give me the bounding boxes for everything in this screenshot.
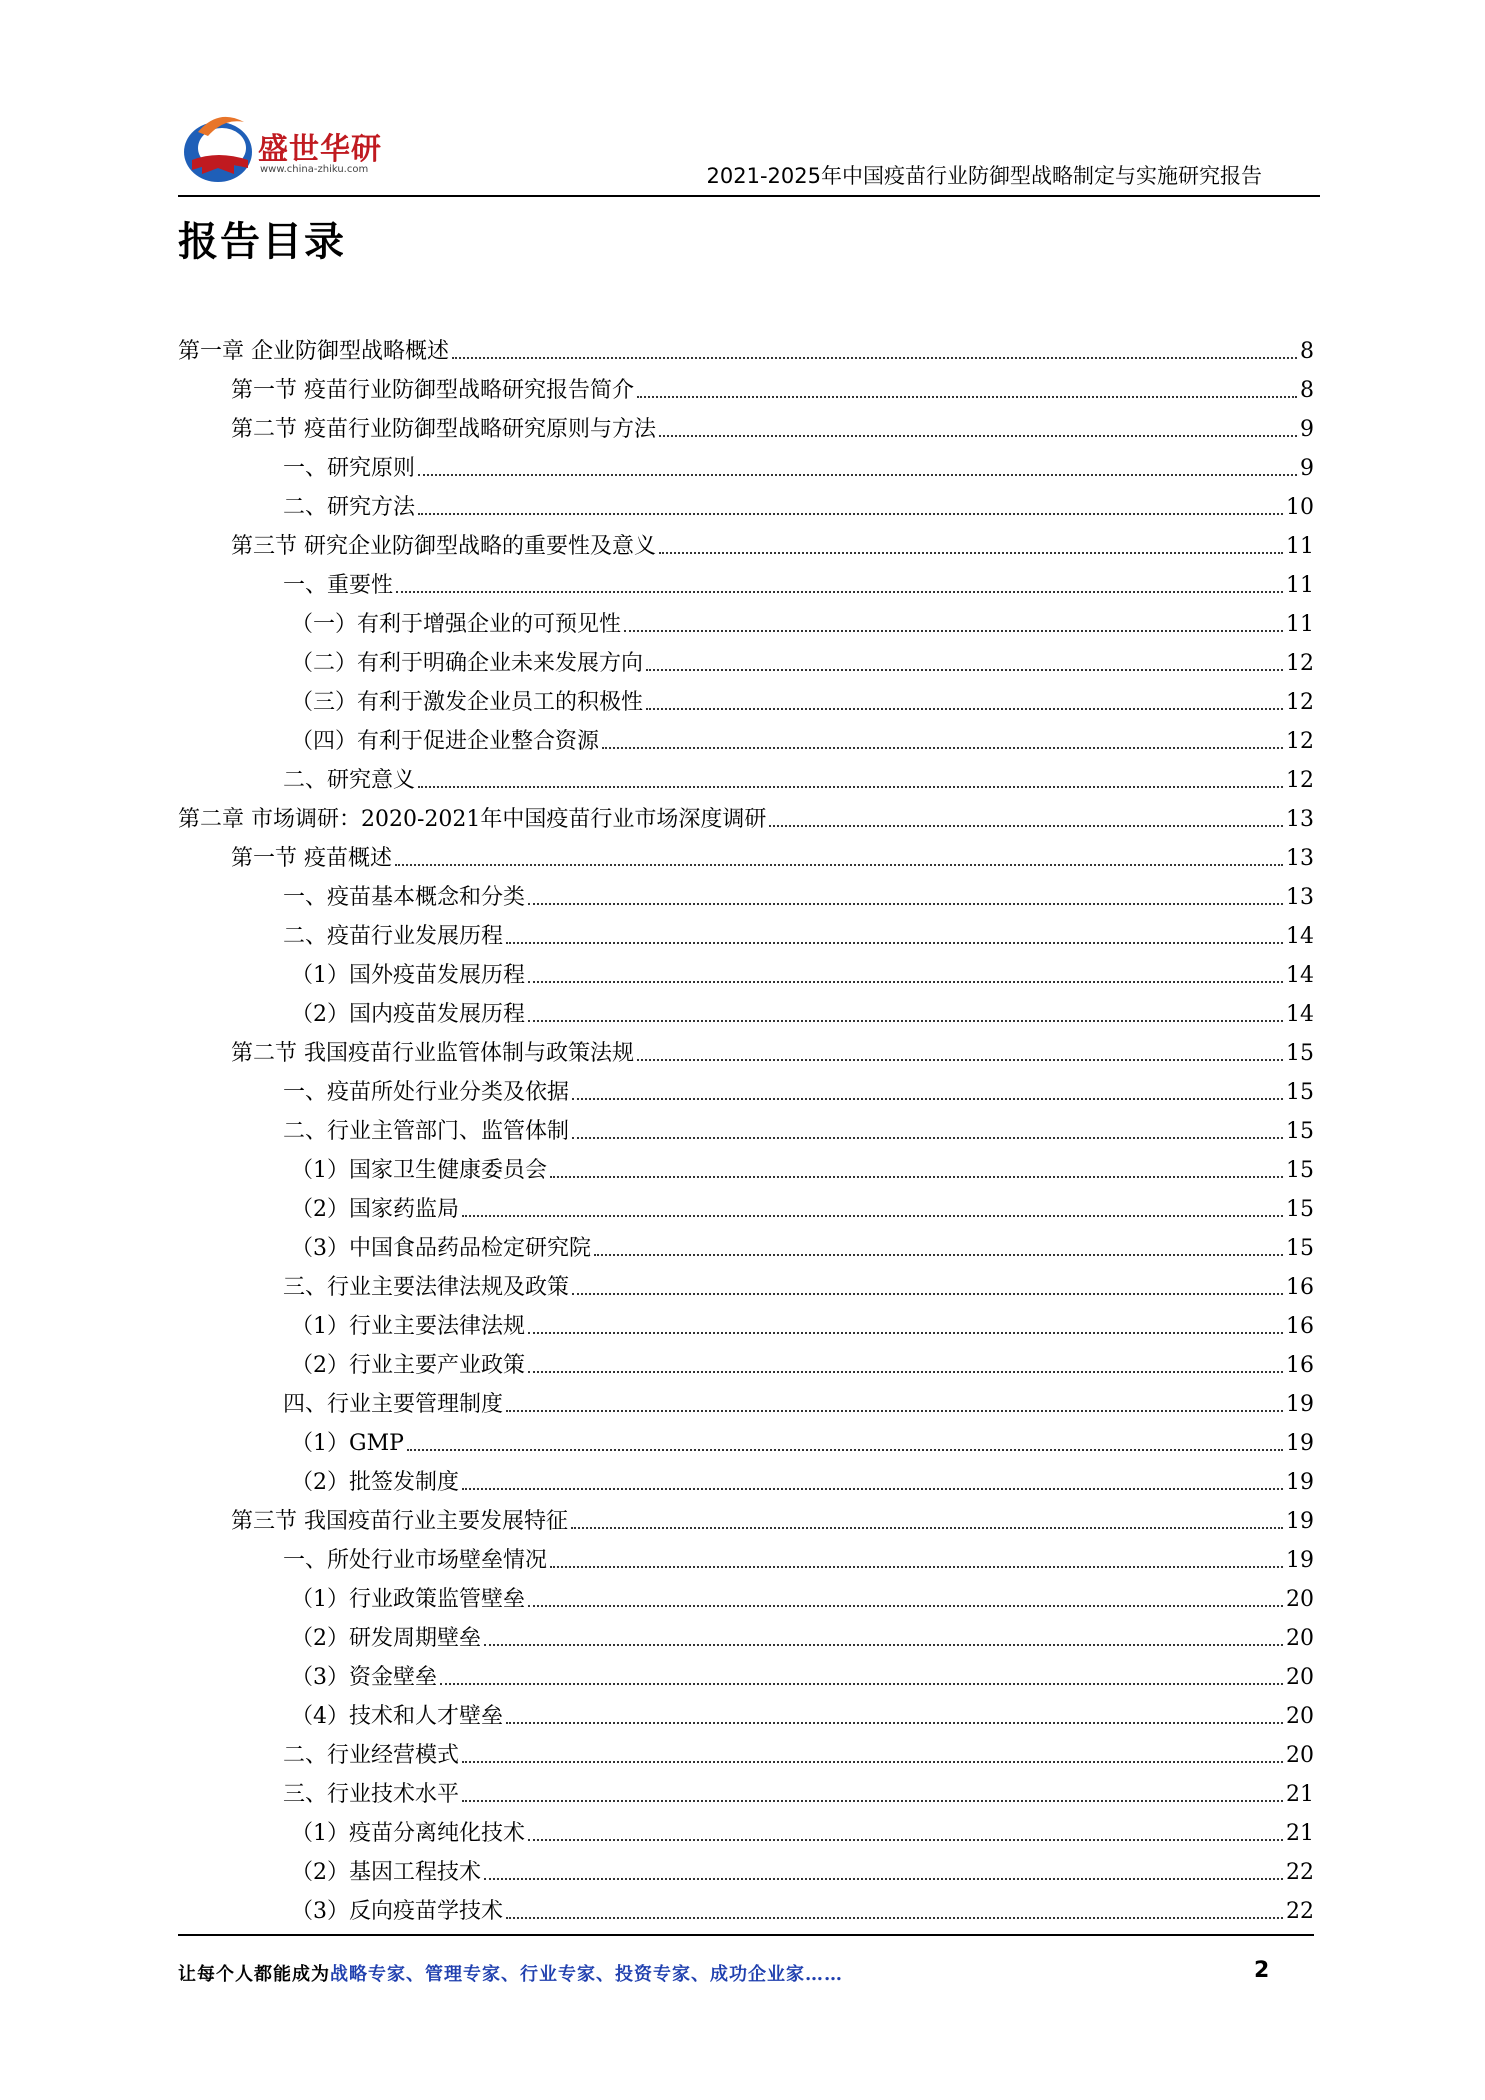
toc-entry[interactable] [178, 1535, 1314, 1574]
toc-entry-page: 15 [1286, 1236, 1314, 1261]
toc-dot-leader [646, 669, 1283, 671]
toc-entry-page: 19 [1286, 1470, 1314, 1495]
toc-entry-label: 第三节 我国疫苗行业主要发展特征 [231, 1509, 568, 1534]
toc-entry-label: （3）中国食品药品检定研究院 [291, 1236, 591, 1261]
toc-entry-page: 15 [1286, 1080, 1314, 1105]
toc-dot-leader [484, 1644, 1283, 1646]
toc-entry[interactable] [178, 365, 1314, 404]
toc-entry-label: 四、行业主要管理制度 [283, 1392, 504, 1417]
logo-name: 盛世华研 [258, 132, 382, 167]
footer-slogan [178, 1960, 843, 1986]
toc-entry-label: 三、行业主要法律法规及政策 [283, 1275, 570, 1300]
toc-entry-page: 16 [1286, 1353, 1314, 1378]
toc-dot-leader [528, 1605, 1283, 1607]
toc-dot-leader [550, 1566, 1283, 1568]
toc-entry[interactable] [178, 833, 1314, 872]
toc-entry[interactable] [178, 482, 1314, 521]
toc-entry-label: （四）有利于促进企业整合资源 [291, 729, 600, 754]
toc-entry-page: 21 [1286, 1821, 1314, 1846]
toc-entry-label: 第一章 企业防御型战略概述 [178, 339, 449, 364]
toc-entry-label: 一、所处行业市场壁垒情况 [283, 1548, 548, 1573]
page-number: 2 [1254, 1958, 1270, 1983]
toc-entry-label: 二、疫苗行业发展历程 [283, 924, 504, 949]
toc-entry-label: 第一节 疫苗概述 [231, 846, 392, 871]
toc-dot-leader [659, 435, 1297, 437]
toc-dot-leader [637, 396, 1297, 398]
company-logo [178, 102, 408, 190]
toc-entry[interactable] [178, 1691, 1314, 1730]
toc-entry-page: 20 [1286, 1665, 1314, 1690]
toc-entry-page: 13 [1286, 885, 1314, 910]
toc-entry-page: 9 [1300, 417, 1314, 442]
toc-dot-leader [528, 903, 1283, 905]
toc-dot-leader [602, 747, 1283, 749]
toc-entry[interactable] [178, 1067, 1314, 1106]
toc-dot-leader [506, 1410, 1283, 1412]
toc-entry[interactable] [178, 521, 1314, 560]
toc-entry-page: 15 [1286, 1158, 1314, 1183]
toc-entry-page: 15 [1286, 1119, 1314, 1144]
page-title: 报告目录 [178, 219, 346, 265]
toc-dot-leader [506, 1722, 1283, 1724]
toc-entry[interactable] [178, 560, 1314, 599]
toc-entry[interactable] [178, 1808, 1314, 1847]
toc-dot-leader [572, 1293, 1283, 1295]
toc-entry-label: （1）行业主要法律法规 [291, 1314, 525, 1339]
toc-entry-page: 15 [1286, 1197, 1314, 1222]
toc-dot-leader [462, 1488, 1283, 1490]
logo-emblem-icon [178, 102, 258, 190]
toc-entry[interactable] [178, 1184, 1314, 1223]
toc-entry-page: 9 [1300, 456, 1314, 481]
toc-entry[interactable] [178, 599, 1314, 638]
toc-entry-page: 14 [1286, 963, 1314, 988]
toc-entry[interactable] [178, 1496, 1314, 1535]
toc-dot-leader [418, 786, 1283, 788]
toc-entry-page: 16 [1286, 1275, 1314, 1300]
toc-entry-label: （二）有利于明确企业未来发展方向 [291, 651, 644, 676]
toc-entry[interactable] [178, 1301, 1314, 1340]
toc-entry-page: 15 [1286, 1041, 1314, 1066]
toc-entry-page: 13 [1286, 807, 1314, 832]
toc-entry-page: 19 [1286, 1431, 1314, 1456]
toc-entry-page: 14 [1286, 1002, 1314, 1027]
toc-entry-label: （三）有利于激发企业员工的积极性 [291, 690, 644, 715]
toc-entry-label: （3）资金壁垒 [291, 1665, 437, 1690]
toc-dot-leader [440, 1683, 1283, 1685]
toc-entry-label: （1）行业政策监管壁垒 [291, 1587, 525, 1612]
toc-entry[interactable] [178, 716, 1314, 755]
toc-entry[interactable] [178, 950, 1314, 989]
table-of-contents [178, 326, 1314, 1925]
toc-entry-page: 20 [1286, 1704, 1314, 1729]
toc-entry[interactable] [178, 1379, 1314, 1418]
toc-entry-label: 第一节 疫苗行业防御型战略研究报告简介 [231, 378, 634, 403]
toc-entry-label: 二、行业经营模式 [283, 1743, 460, 1768]
toc-entry-page: 8 [1300, 339, 1314, 364]
toc-dot-leader [550, 1176, 1283, 1178]
toc-entry-label: （1）国外疫苗发展历程 [291, 963, 525, 988]
toc-entry-label: （2）国内疫苗发展历程 [291, 1002, 525, 1027]
toc-dot-leader [506, 942, 1283, 944]
toc-entry[interactable] [178, 1223, 1314, 1262]
toc-dot-leader [594, 1254, 1283, 1256]
toc-dot-leader [572, 1098, 1283, 1100]
logo-url: www.china-zhiku.com [260, 164, 369, 175]
toc-entry[interactable] [178, 1106, 1314, 1145]
toc-entry-page: 11 [1286, 573, 1314, 598]
toc-dot-leader [528, 1839, 1283, 1841]
toc-entry-label: 二、行业主管部门、监管体制 [283, 1119, 570, 1144]
toc-dot-leader [452, 357, 1297, 359]
toc-entry-label: （3）反向疫苗学技术 [291, 1899, 503, 1924]
toc-entry-page: 8 [1300, 378, 1314, 403]
toc-entry-page: 13 [1286, 846, 1314, 871]
toc-entry[interactable] [178, 1613, 1314, 1652]
toc-entry-label: （1）疫苗分离纯化技术 [291, 1821, 525, 1846]
toc-dot-leader [396, 591, 1283, 593]
toc-entry[interactable] [178, 677, 1314, 716]
toc-entry-page: 12 [1286, 651, 1314, 676]
toc-entry-page: 19 [1286, 1548, 1314, 1573]
toc-entry-label: （2）基因工程技术 [291, 1860, 481, 1885]
toc-dot-leader [462, 1761, 1283, 1763]
toc-entry-label: 一、疫苗基本概念和分类 [283, 885, 526, 910]
toc-dot-leader [528, 1332, 1283, 1334]
report-title: 2021-2025年中国疫苗行业防御型战略制定与实施研究报告 [706, 164, 1262, 188]
toc-dot-leader [484, 1878, 1283, 1880]
toc-entry[interactable] [178, 794, 1314, 833]
toc-dot-leader [571, 1527, 1283, 1529]
toc-entry[interactable] [178, 326, 1314, 365]
toc-entry[interactable] [178, 443, 1314, 482]
toc-entry-page: 12 [1286, 768, 1314, 793]
toc-entry-label: 第二章 市场调研：2020-2021年中国疫苗行业市场深度调研 [178, 807, 767, 832]
toc-entry-page: 20 [1286, 1587, 1314, 1612]
toc-dot-leader [418, 474, 1297, 476]
toc-entry-page: 12 [1286, 690, 1314, 715]
toc-dot-leader [395, 864, 1283, 866]
toc-entry[interactable] [178, 404, 1314, 443]
toc-entry-page: 11 [1286, 534, 1314, 559]
toc-dot-leader [637, 1059, 1283, 1061]
toc-entry-label: 第二节 疫苗行业防御型战略研究原则与方法 [231, 417, 656, 442]
toc-entry-label: 第二节 我国疫苗行业监管体制与政策法规 [231, 1041, 634, 1066]
toc-entry-label: （1）国家卫生健康委员会 [291, 1158, 547, 1183]
toc-entry-label: （2）行业主要产业政策 [291, 1353, 525, 1378]
toc-entry-page: 14 [1286, 924, 1314, 949]
toc-entry-page: 22 [1286, 1899, 1314, 1924]
toc-entry-label: 二、研究意义 [283, 768, 416, 793]
toc-entry-page: 16 [1286, 1314, 1314, 1339]
toc-dot-leader [528, 1020, 1283, 1022]
toc-entry-page: 11 [1286, 612, 1314, 637]
toc-dot-leader [418, 513, 1283, 515]
footer-slogan-prefix: 让每个人都能成为 [178, 1964, 330, 1985]
toc-entry-label: （4）技术和人才壁垒 [291, 1704, 503, 1729]
toc-dot-leader [769, 825, 1283, 827]
toc-entry-page: 10 [1286, 495, 1314, 520]
toc-dot-leader [659, 552, 1283, 554]
footer-divider [178, 1934, 1314, 1936]
toc-dot-leader [624, 630, 1283, 632]
toc-entry[interactable] [178, 1769, 1314, 1808]
footer-slogan-highlight: 战略专家、管理专家、行业专家、投资专家、成功企业家…… [330, 1964, 843, 1985]
toc-entry-label: 一、疫苗所处行业分类及依据 [283, 1080, 570, 1105]
page-header [178, 102, 1320, 198]
toc-entry-page: 20 [1286, 1626, 1314, 1651]
toc-entry[interactable] [178, 1730, 1314, 1769]
toc-entry-page: 21 [1286, 1782, 1314, 1807]
toc-entry[interactable] [178, 989, 1314, 1028]
toc-entry-label: 一、研究原则 [283, 456, 416, 481]
toc-entry-page: 20 [1286, 1743, 1314, 1768]
toc-dot-leader [506, 1917, 1283, 1919]
toc-entry[interactable] [178, 1886, 1314, 1925]
toc-entry[interactable] [178, 1028, 1314, 1067]
toc-entry-label: （一）有利于增强企业的可预见性 [291, 612, 622, 637]
toc-entry[interactable] [178, 911, 1314, 950]
toc-entry[interactable] [178, 1574, 1314, 1613]
toc-dot-leader [407, 1449, 1283, 1451]
toc-entry[interactable] [178, 1262, 1314, 1301]
toc-entry-page: 19 [1286, 1392, 1314, 1417]
toc-entry[interactable] [178, 1652, 1314, 1691]
toc-entry-label: （1）GMP [291, 1431, 404, 1456]
toc-entry-page: 12 [1286, 729, 1314, 754]
toc-dot-leader [462, 1800, 1283, 1802]
header-divider [178, 195, 1320, 197]
toc-entry-label: 第三节 研究企业防御型战略的重要性及意义 [231, 534, 656, 559]
toc-entry-page: 19 [1286, 1509, 1314, 1534]
toc-entry[interactable] [178, 755, 1314, 794]
toc-entry[interactable] [178, 1847, 1314, 1886]
toc-dot-leader [462, 1215, 1283, 1217]
toc-entry-label: 三、行业技术水平 [283, 1782, 460, 1807]
toc-entry[interactable] [178, 1457, 1314, 1496]
toc-entry-label: （2）批签发制度 [291, 1470, 459, 1495]
toc-dot-leader [528, 1371, 1283, 1373]
toc-dot-leader [572, 1137, 1283, 1139]
toc-entry-label: 二、研究方法 [283, 495, 416, 520]
toc-dot-leader [528, 981, 1283, 983]
toc-entry[interactable] [178, 1418, 1314, 1457]
toc-entry[interactable] [178, 638, 1314, 677]
toc-entry-label: （2）研发周期壁垒 [291, 1626, 481, 1651]
toc-entry-label: 一、重要性 [283, 573, 394, 598]
toc-dot-leader [646, 708, 1283, 710]
toc-entry[interactable] [178, 1145, 1314, 1184]
toc-entry-page: 22 [1286, 1860, 1314, 1885]
toc-entry[interactable] [178, 1340, 1314, 1379]
toc-entry[interactable] [178, 872, 1314, 911]
toc-entry-label: （2）国家药监局 [291, 1197, 459, 1222]
